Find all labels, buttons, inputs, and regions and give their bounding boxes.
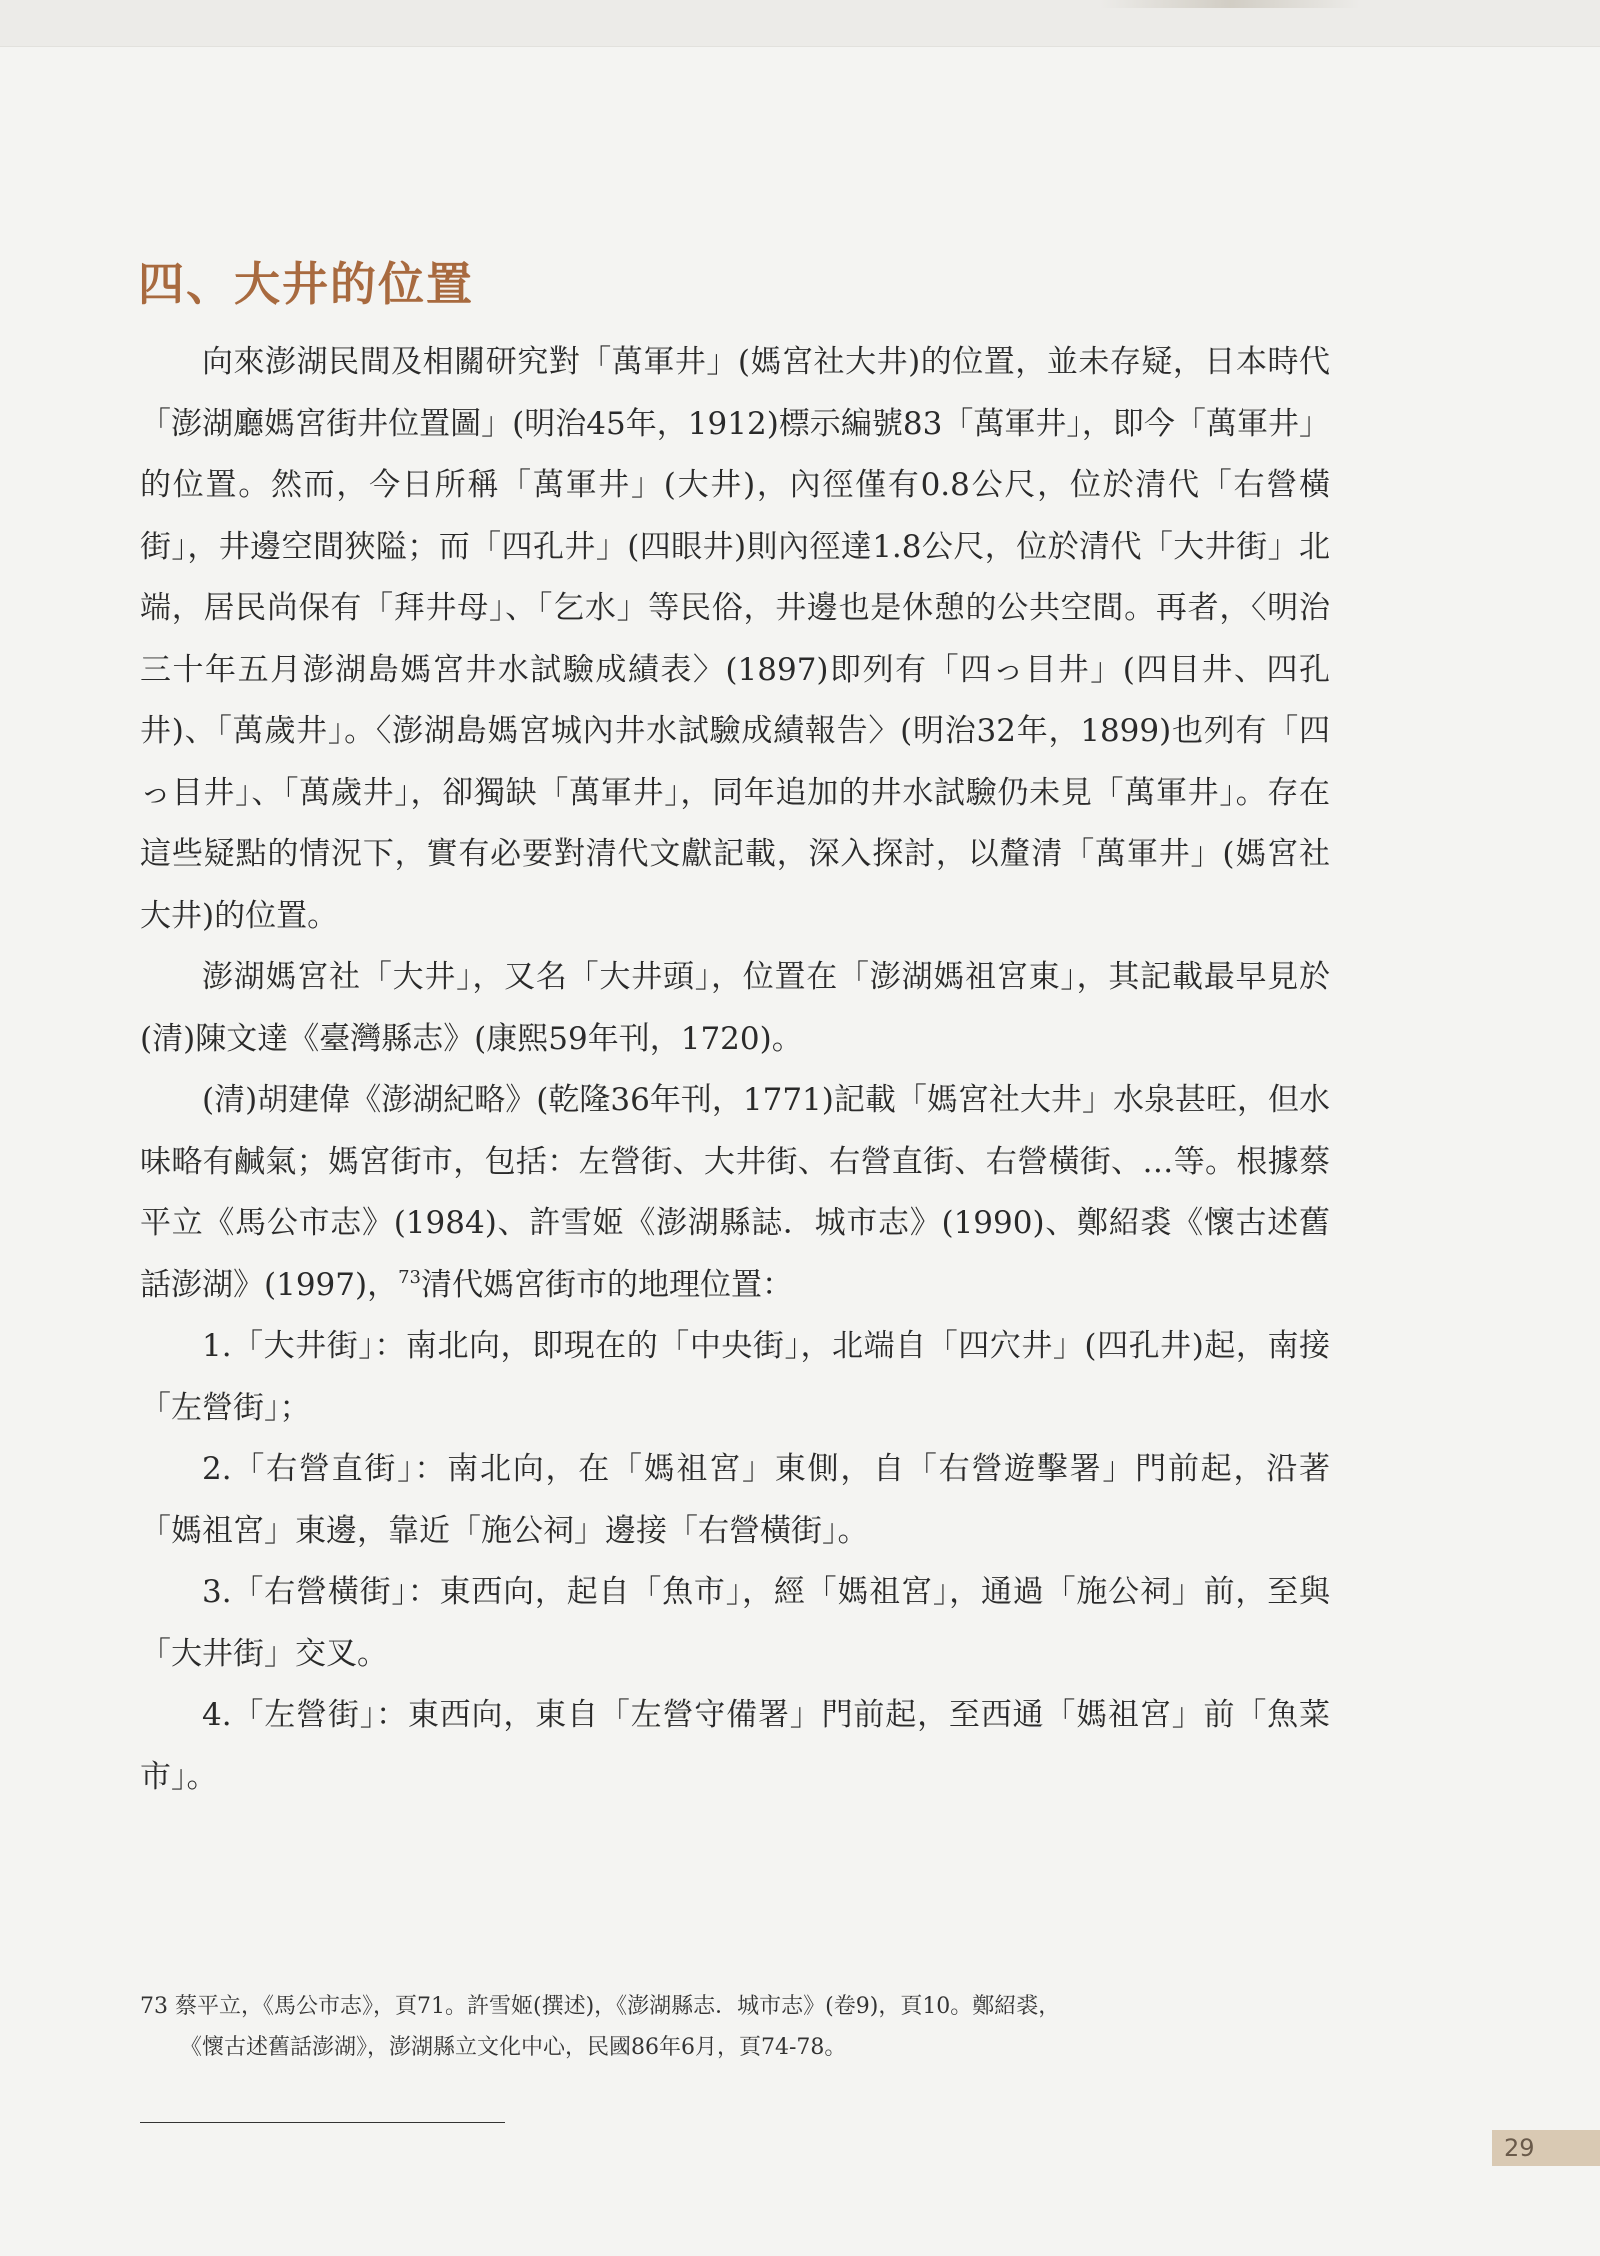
- paragraph-well-location-doubt: 向來澎湖民間及相關研究對「萬軍井」(媽宮社大井)的位置，並未存疑，日本時代「澎湖廳媽宮街井位置圖」(明治45年，1912)標示編號83「萬軍井」，即今「萬軍井」的位置。然而，今日所稱「萬軍井」(大井)，內徑僅有0.8公尺，位於清代「右營橫街」，井邊空間狹隘；而「四孔井」(四眼井)則內徑達1.8公尺，位於清代「大井街」北端，居民尚保有「拜井母」、「乞水」等民俗，井邊也是休憩的公共空間。再者，〈明治三十年五月澎湖島媽宮井水試驗成績表〉(1897)即列有「四っ目井」(四目井、四孔井)、「萬歲井」。〈澎湖島媽宮城內井水試驗成績報告〉(明治32年，1899)也列有「四っ目井」、「萬歲井」，卻獨缺「萬軍井」，同年追加的井水試驗仍未見「萬軍井」。存在這些疑點的情況下，實有必要對清代文獻記載，深入探討，以釐清「萬軍井」(媽宮社大井)的位置。: [140, 344, 1330, 934]
- footnote-divider: [140, 2122, 505, 2123]
- list-item-street-1: 1.「大井街」：南北向，即現在的「中央街」，北端自「四穴井」(四孔井)起，南接「左營街」；: [140, 1328, 1330, 1426]
- bleed-through-mark: [1100, 0, 1360, 8]
- section-heading: 四、大井的位置: [138, 257, 474, 311]
- page-number: 29: [1492, 2130, 1600, 2166]
- top-margin-band: [0, 0, 1600, 47]
- paragraph-big-well-record: 澎湖媽宮社「大井」，又名「大井頭」，位置在「澎湖媽祖宮東」，其記載最早見於(清)陳文達《臺灣縣志》(康熙59年刊，1720)。: [140, 959, 1330, 1057]
- footnote-reference: 73: [398, 1266, 421, 1288]
- list-item-street-3: 3.「右營橫街」：東西向，起自「魚市」，經「媽祖宮」，通過「施公祠」前，至與「大井街」交叉。: [140, 1574, 1330, 1672]
- footnote-line: 73 蔡平立，《馬公市志》，頁71。許雪姬(撰述)，《澎湖縣志．城市志》(卷9)，頁10。鄭紹裘，: [140, 1994, 1061, 2019]
- footnote-line: 《懷古述舊話澎湖》，澎湖縣立文化中心，民國86年6月，頁74-78。: [180, 2035, 847, 2060]
- list-item-street-4: 4.「左營街」：東西向，東自「左營守備署」門前起，至西通「媽祖宮」前「魚菜市」。: [140, 1697, 1330, 1795]
- paragraph-streets-intro: [140, 1070, 1330, 1316]
- footnote: [140, 1986, 1330, 2068]
- body-text: [140, 332, 1330, 1808]
- paragraph-text: (清)胡建偉《澎湖紀略》(乾隆36年刊，1771)記載「媽宮社大井」水泉甚旺，但水味略有鹹氣；媽宮街市，包括：左營街、大井街、右營直街、右營橫街、…等。根據蔡平立《馬公市志》(1984)、許雪姬《澎湖縣誌．城市志》(1990)、鄭紹裘《懷古述舊話澎湖》(1997)，: [140, 1082, 1330, 1303]
- list-item-street-2: 2.「右營直街」：南北向，在「媽祖宮」東側，自「右營遊擊署」門前起，沿著「媽祖宮」東邊，靠近「施公祠」邊接「右營橫街」。: [140, 1451, 1330, 1549]
- paragraph-text-tail: 清代媽宮街市的地理位置：: [421, 1266, 793, 1303]
